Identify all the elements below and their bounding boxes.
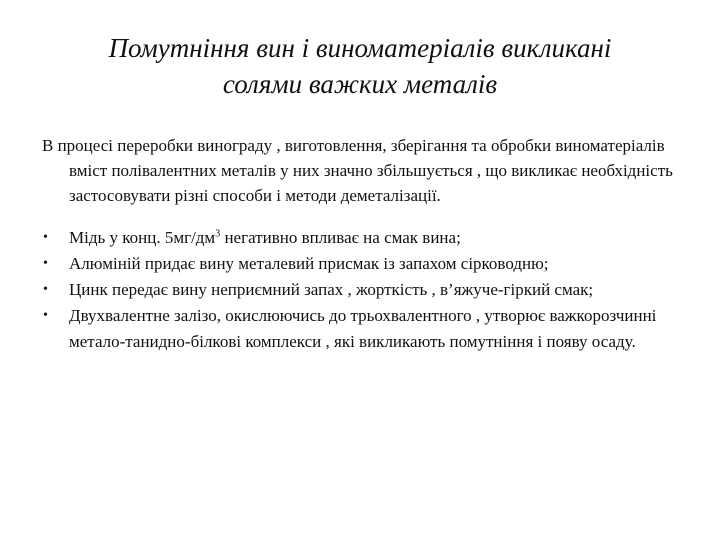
bullet-item-copper	[42, 225, 682, 251]
title-line-1: Помутніння вин і виноматеріалів викликані	[108, 33, 612, 63]
intro-paragraph: В процесі переробки винограду , виготовлення, зберігання та обробки виноматеріалів вміст полівалентних металів у них значно збільшується , що викликає необхідність застосовувати різні способи і методи деметалізації.	[42, 136, 673, 205]
bullet-text: Двухвалентне залізо, окислюючись до трьохвалентного , утворює важкорозчинні метало-танидно-білкові комплекси , які викликають помутніння і появу осаду.	[69, 306, 657, 351]
bullet-item-iron	[42, 303, 682, 355]
title-line-2: солями важких металів	[222, 69, 498, 99]
bullet-item-zinc	[42, 277, 682, 303]
slide-title	[60, 30, 660, 102]
bullet-marker: •	[43, 282, 48, 297]
bullet-text: Мідь у конц. 5мг/дм	[69, 228, 216, 247]
bullet-marker: •	[43, 230, 48, 245]
bullet-marker: •	[43, 256, 48, 271]
superscript-3: 3	[215, 228, 221, 240]
bullet-marker: •	[43, 308, 48, 323]
bullet-list	[42, 225, 682, 355]
bullet-text: Алюміній придає вину металевий присмак із запахом сірководню;	[69, 254, 549, 273]
bullet-item-aluminium	[42, 251, 682, 277]
bullet-text-end: негативно впливає на смак вина;	[220, 228, 461, 247]
bullet-text: Цинк передає вину неприємний запах , жорткість , в’яжуче-гіркий смак;	[69, 280, 594, 299]
